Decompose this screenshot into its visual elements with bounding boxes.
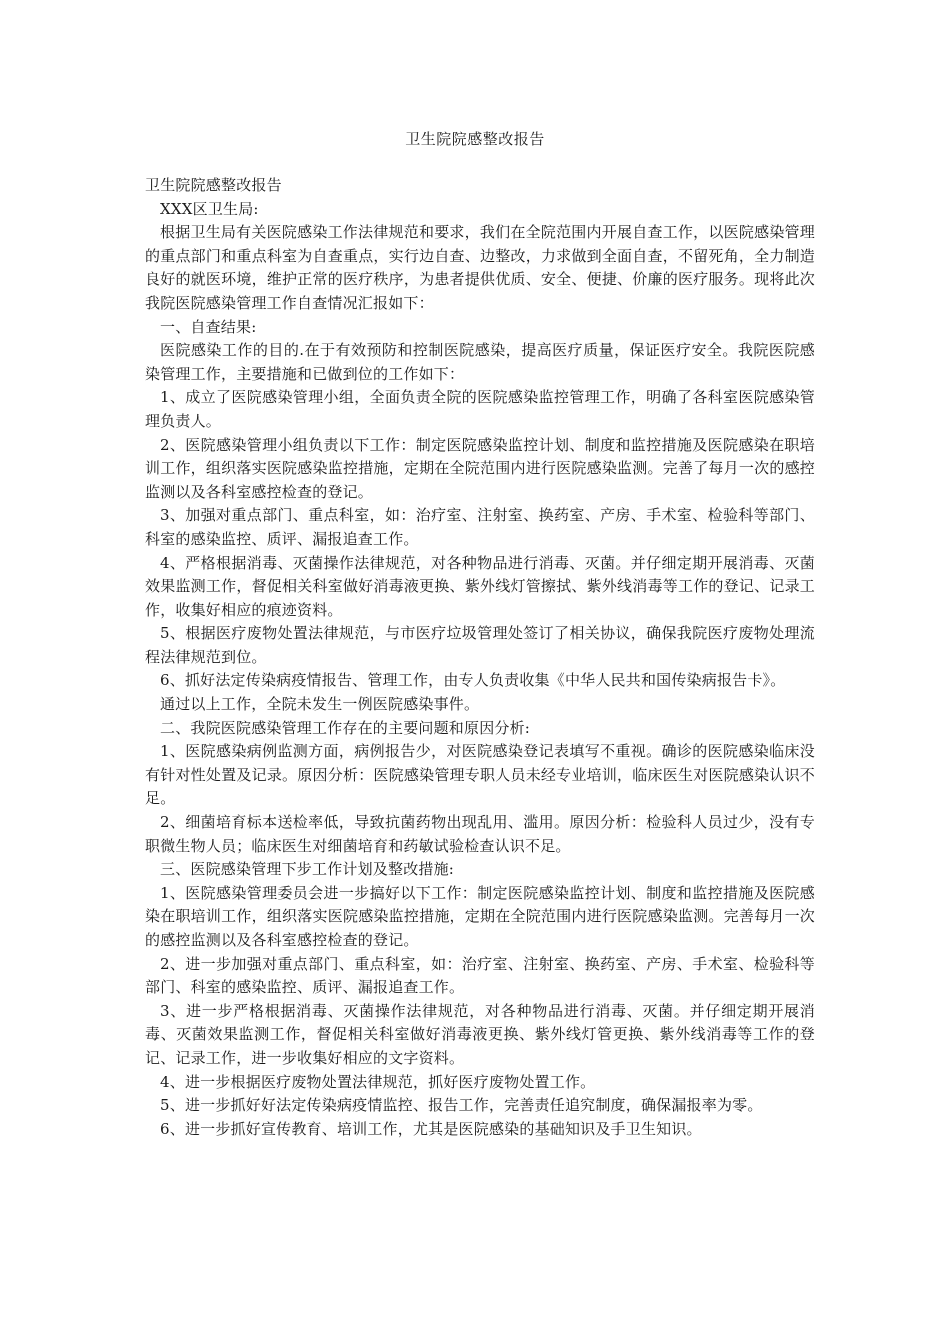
document-body [145,174,815,1141]
list-item: 5、进一步抓好好法定传染病疫情监控、报告工作，完善责任追究制度，确保漏报率为零。 [160,1096,763,1115]
list-item: 3、加强对重点部门、重点科室，如：治疗室、注射室、换药室、产房、手术室、检验科等部门、科室的感染监控、质评、漏报追查工作。 [145,506,815,548]
list-item: 2、医院感染管理小组负责以下工作：制定医院感染监控计划、制度和监控措施及医院感染在职培训工作，组织落实医院感染监控措施，定期在全院范围内进行医院感染监测。完善了每月一次的感控监测以及各科室感控检查的登记。 [145,435,815,501]
list-item: 2、进一步加强对重点部门、重点科室，如：治疗室、注射室、换药室、产房、手术室、检验科等部门、科室的感染监控、质评、漏报追查工作。 [145,954,815,997]
list-item: 5、根据医疗废物处置法律规范，与市医疗垃圾管理处签订了相关协议，确保我院医疗废物处理流程法律规范到位。 [145,624,815,666]
list-item: 4、进一步根据医疗废物处置法律规范，抓好医疗废物处置工作。 [160,1072,596,1091]
report-subtitle: 卫生院院感整改报告 [145,176,282,194]
paragraph: 根据卫生局有关医院感染工作法律规范和要求，我们在全院范围内开展自查工作，以医院感染管理的重点部门和重点科室为自查重点，实行边自查、边整改，力求做到全面自查，不留死角，全力制造良好的就医环境，维护正常的医疗秩序，为患者提供优质、安全、便捷、价廉的医疗服务。现将此次我院医院感染管理工作自查情况汇报如下： [145,223,815,312]
list-item: 1、医院感染管理委员会进一步搞好以下工作：制定医院感染监控计划、制度和监控措施及医院感染在职培训工作，组织落实医院感染监控措施，定期在全院范围内进行医院感染监测。完善每月一次的感控监测以及各科室感控检查的登记。 [145,883,815,949]
list-item: 3、进一步严格根据消毒、灭菌操作法律规范，对各种物品进行消毒、灭菌。并仔细定期开展消毒、灭菌效果监测工作，督促相关科室做好消毒液更换、紫外线灯管更换、紫外线消毒等工作的登记、记录工作，进一步收集好相应的文字资料。 [145,1001,815,1067]
list-item: 1、成立了医院感染管理小组，全面负责全院的医院感染监控管理工作，明确了各科室医院感染管理负责人。 [145,388,815,430]
paragraph: 通过以上工作，全院未发生一例医院感染事件。 [160,695,480,714]
addressee: XXX区卫生局: [160,199,259,218]
list-item: 4、严格根据消毒、灭菌操作法律规范，对各种物品进行消毒、灭菌。并仔细定期开展消毒、灭菌效果监测工作，督促相关科室做好消毒液更换、紫外线灯管擦拭、紫外线消毒等工作的登记、记录工作，收集好相应的痕迹资料。 [145,553,815,619]
paragraph: 医院感染工作的目的.在于有效预防和控制医院感染，提高医疗质量，保证医疗安全。我院医院感染管理工作，主要措施和已做到位的工作如下： [145,341,815,383]
list-item: 1、医院感染病例监测方面，病例报告少，对医院感染登记表填写不重视。确诊的医院感染临床没有针对性处置及记录。原因分析：医院感染管理专职人员未经专业培训，临床医生对医院感染认识不足。 [145,742,815,808]
page-title: 卫生院院感整改报告 [405,130,545,148]
section-heading: 二、我院医院感染管理工作存在的主要问题和原因分析: [160,718,531,737]
section-heading: 一、自查结果: [160,317,257,336]
section-heading: 三、医院感染管理下步工作计划及整改措施: [160,860,455,879]
list-item: 2、细菌培育标本送检率低，导致抗菌药物出现乱用、滥用。原因分析：检验科人员过少，没有专职微生物人员；临床医生对细菌培育和药敏试验检查认识不足。 [145,813,815,855]
list-item: 6、进一步抓好宣传教育、培训工作，尤其是医院感染的基础知识及手卫生知识。 [160,1119,702,1138]
list-item: 6、抓好法定传染病疫情报告、管理工作，由专人负责收集《中华人民共和国传染病报告卡》。 [160,671,786,690]
